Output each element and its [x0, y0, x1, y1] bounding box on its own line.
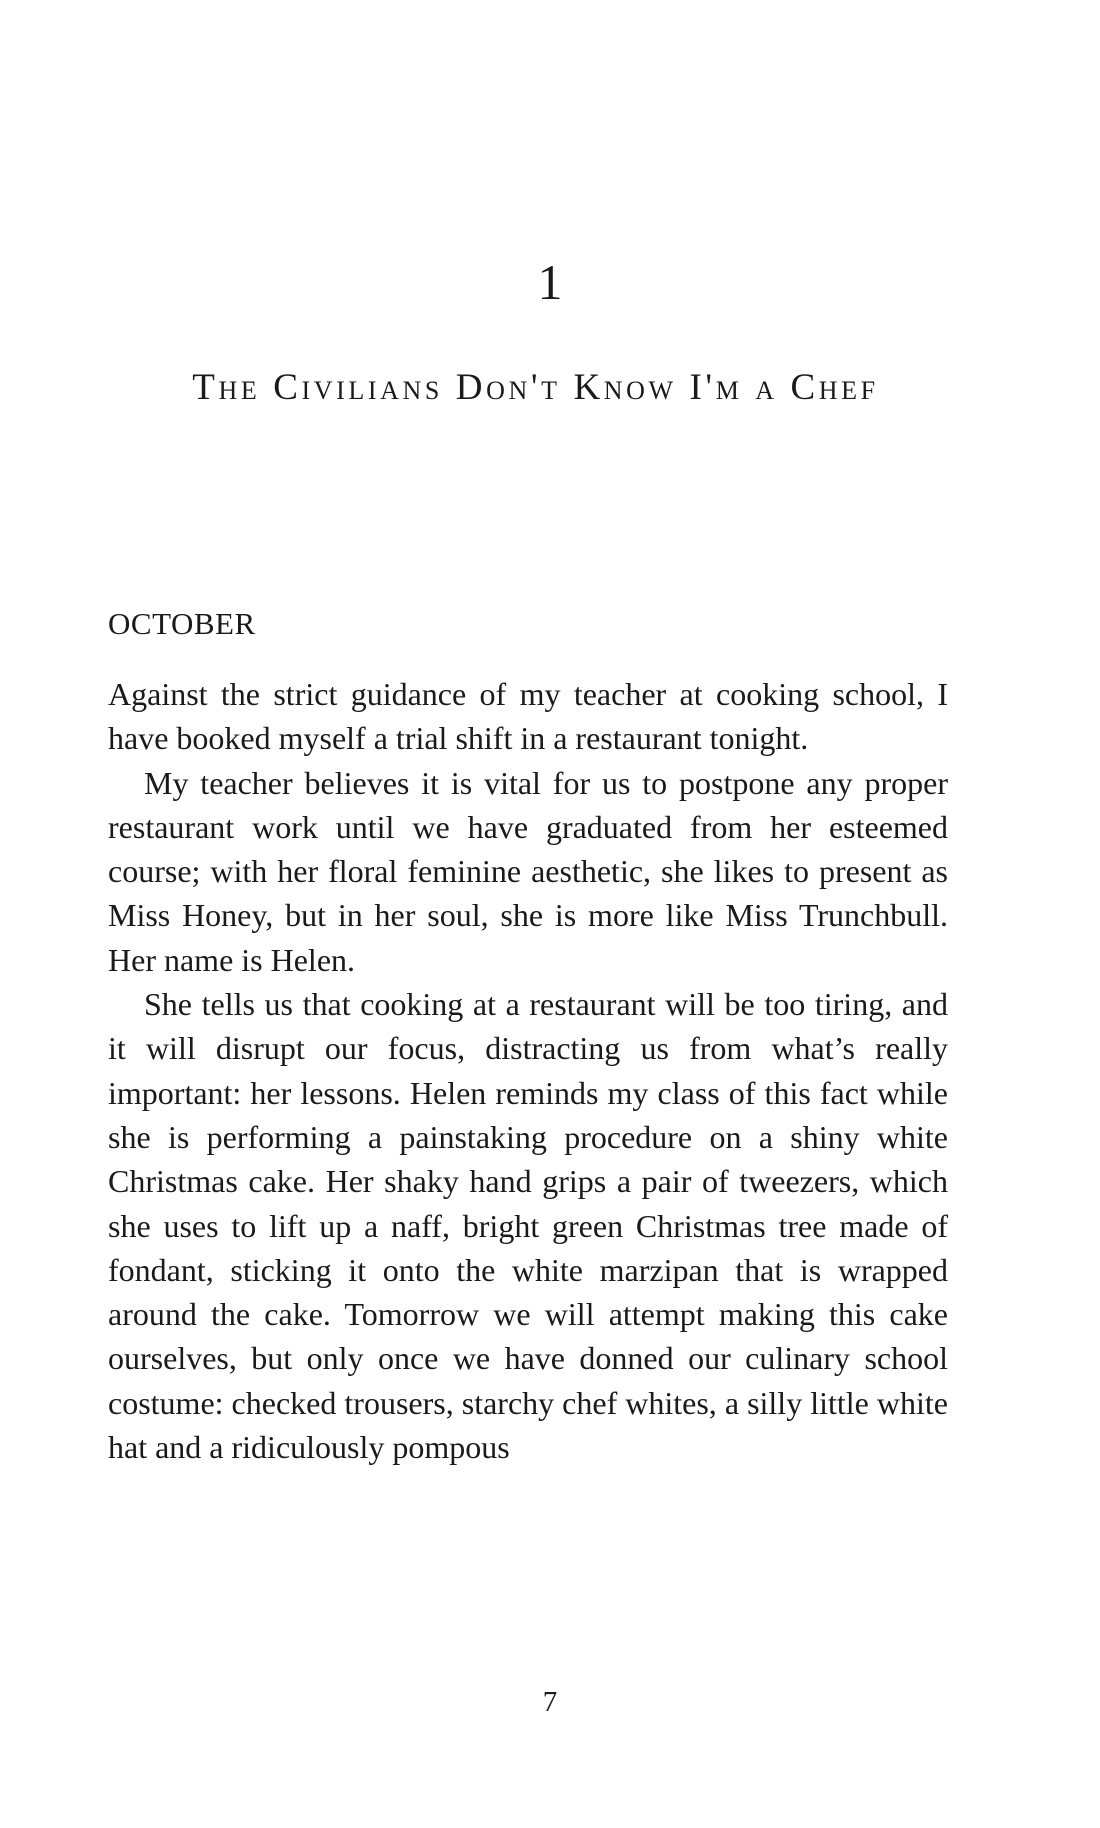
paragraph: She tells us that cooking at a restaurant will be too tiring, and it will disrupt our focus, distracting us from what’s really important: her lessons. Helen reminds my class of this fact while she is performing a painstaking procedure on a shiny white Christmas cake. Her shaky hand grips a pair of tweezers, which she uses to lift up a naff, bright green Christmas tree made of fondant, sticking it onto the white marzipan that is wrapped around the cake. Tomorrow we will attempt making this cake ourselves, but only once we have donned our culinary school costume: checked trousers, starchy chef whites, a silly little white hat and a ridiculously pompous [108, 986, 948, 1466]
chapter-number: 1 [537, 254, 563, 310]
paragraph: Against the strict guidance of my teacher at cooking school, I have booked myself a trial shift in a restaurant tonight. [108, 676, 948, 757]
page-number: 7 [542, 1686, 558, 1718]
body-text [108, 672, 948, 1469]
chapter-title: The Civilians Don't Know I'm a Chef [192, 367, 879, 408]
paragraph: My teacher believes it is vital for us to postpone any proper restaurant work until we have graduated from her esteemed course; with her floral feminine aesthetic, she likes to present as Miss Honey, but in her soul, she is more like Miss Trunchbull. Her name is Helen. [108, 764, 948, 978]
section-label: OCTOBER [108, 606, 256, 641]
